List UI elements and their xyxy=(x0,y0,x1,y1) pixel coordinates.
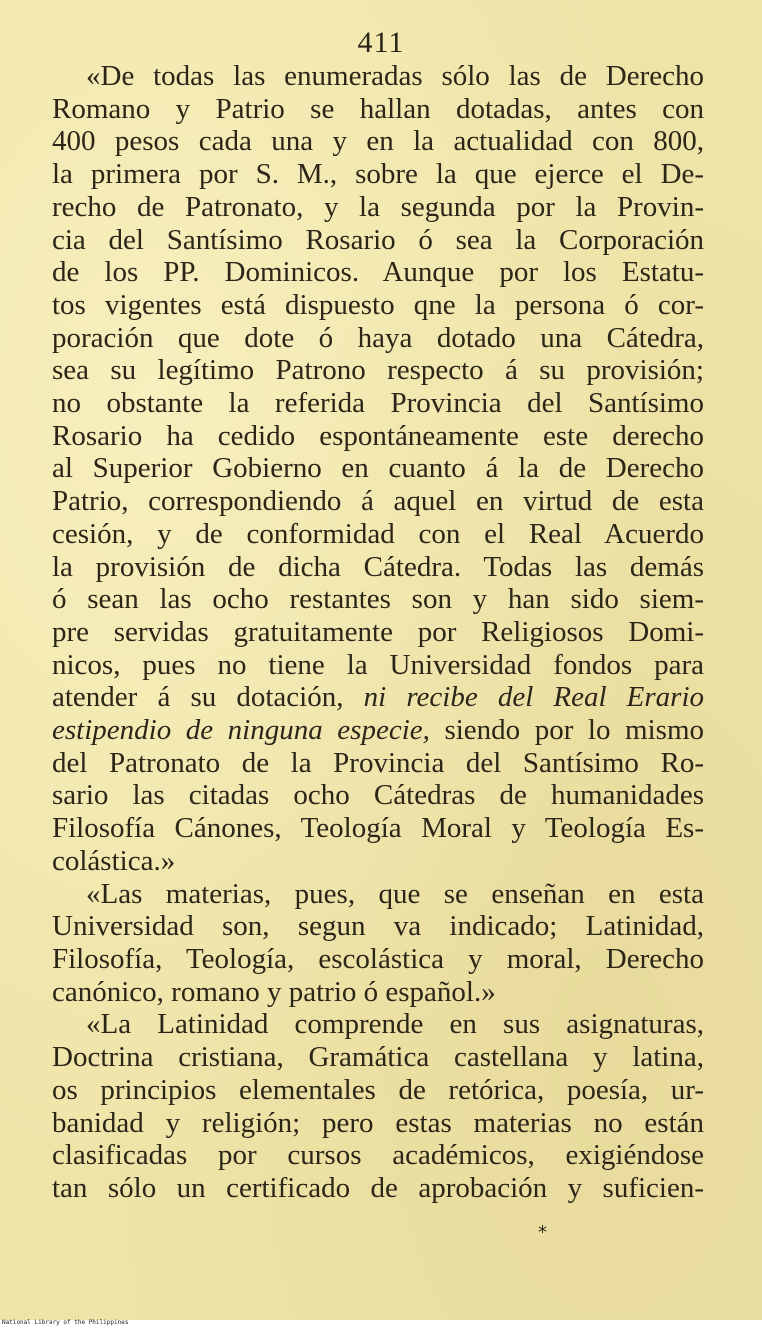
text-line: «De todas las enumeradas sólo las de Derecho xyxy=(86,60,704,92)
text-line xyxy=(52,681,704,714)
text-line: ó sean las ocho restantes son y han sido siem- xyxy=(52,583,704,616)
text-line: poración que dote ó haya dotado una Cátedra, xyxy=(52,321,704,354)
text-line: pre servidas gratuitamente por Religiosos Domi- xyxy=(52,615,704,648)
text-line: nicos, pues no tiene la Universidad fondos para xyxy=(52,648,704,681)
text-line: colástica.» xyxy=(52,844,176,877)
italic-run: estipendio de ninguna especie, xyxy=(52,714,430,747)
text-line: clasificadas por cursos académicos, exigiéndose xyxy=(52,1139,704,1172)
text-line: 400 pesos cada una y en la actualidad con 800, xyxy=(52,125,704,158)
text-line: al Superior Gobierno en cuanto á la de Derecho xyxy=(52,452,704,485)
text-line: Filosofía Cánones, Teología Moral y Teología Es- xyxy=(52,812,704,845)
footer-credit: National Library of the Philippines xyxy=(2,1319,129,1326)
text-line: banidad y religión; pero estas materias no están xyxy=(52,1106,704,1139)
text-line: Romano y Patrio se hallan dotadas, antes con xyxy=(52,92,704,125)
text-line: Patrio, correspondiendo á aquel en virtud de esta xyxy=(52,485,704,518)
text-line: sea su legítimo Patrono respecto á su provisión; xyxy=(52,354,704,387)
text-line: recho de Patronato, y la segunda por la Provin- xyxy=(52,190,704,223)
italic-run: ni recibe del Real Erario xyxy=(363,681,705,714)
text-line: la primera por S. M., sobre la que ejerce el De- xyxy=(52,158,704,191)
text-line: «La Latinidad comprende en sus asignaturas, xyxy=(86,1008,704,1041)
text-line: de los PP. Dominicos. Aunque por los Estatu- xyxy=(52,256,704,289)
text-line: Rosario ha cedido espontáneamente este derecho xyxy=(52,419,704,452)
text-line xyxy=(52,714,704,747)
text-line: cia del Santísimo Rosario ó sea la Corporación xyxy=(52,223,704,256)
text-run: atender á su dotación, xyxy=(52,681,364,714)
text-line: Universidad son, segun va indicado; Latinidad, xyxy=(52,910,704,943)
text-line: Doctrina cristiana, Gramática castellana y latina, xyxy=(52,1041,704,1074)
text-line: tan sólo un certificado de aprobación y suficien- xyxy=(52,1171,704,1204)
body-text xyxy=(52,60,704,1205)
text-line: «Las materias, pues, que se enseñan en esta xyxy=(86,877,704,910)
text-line: no obstante la referida Provincia del Santísimo xyxy=(52,387,704,420)
text-line: Filosofía, Teología, escolástica y moral, Derecho xyxy=(52,942,704,975)
text-line: cesión, y de conformidad con el Real Acuerdo xyxy=(52,517,704,550)
text-run: siendo por lo mismo xyxy=(429,714,704,747)
text-line: del Patronato de la Provincia del Santísimo Ro- xyxy=(52,746,704,779)
asterisk-ornament: * xyxy=(538,1222,547,1243)
text-line: os principios elementales de retórica, poesía, ur- xyxy=(52,1073,704,1106)
text-line: canónico, romano y patrio ó español.» xyxy=(52,975,496,1008)
text-line: tos vigentes está dispuesto qne la persona ó cor- xyxy=(52,288,704,321)
text-line: sario las citadas ocho Cátedras de humanidades xyxy=(52,779,704,812)
page-number: 411 xyxy=(357,26,405,59)
text-line: la provisión de dicha Cátedra. Todas las demás xyxy=(52,550,704,583)
